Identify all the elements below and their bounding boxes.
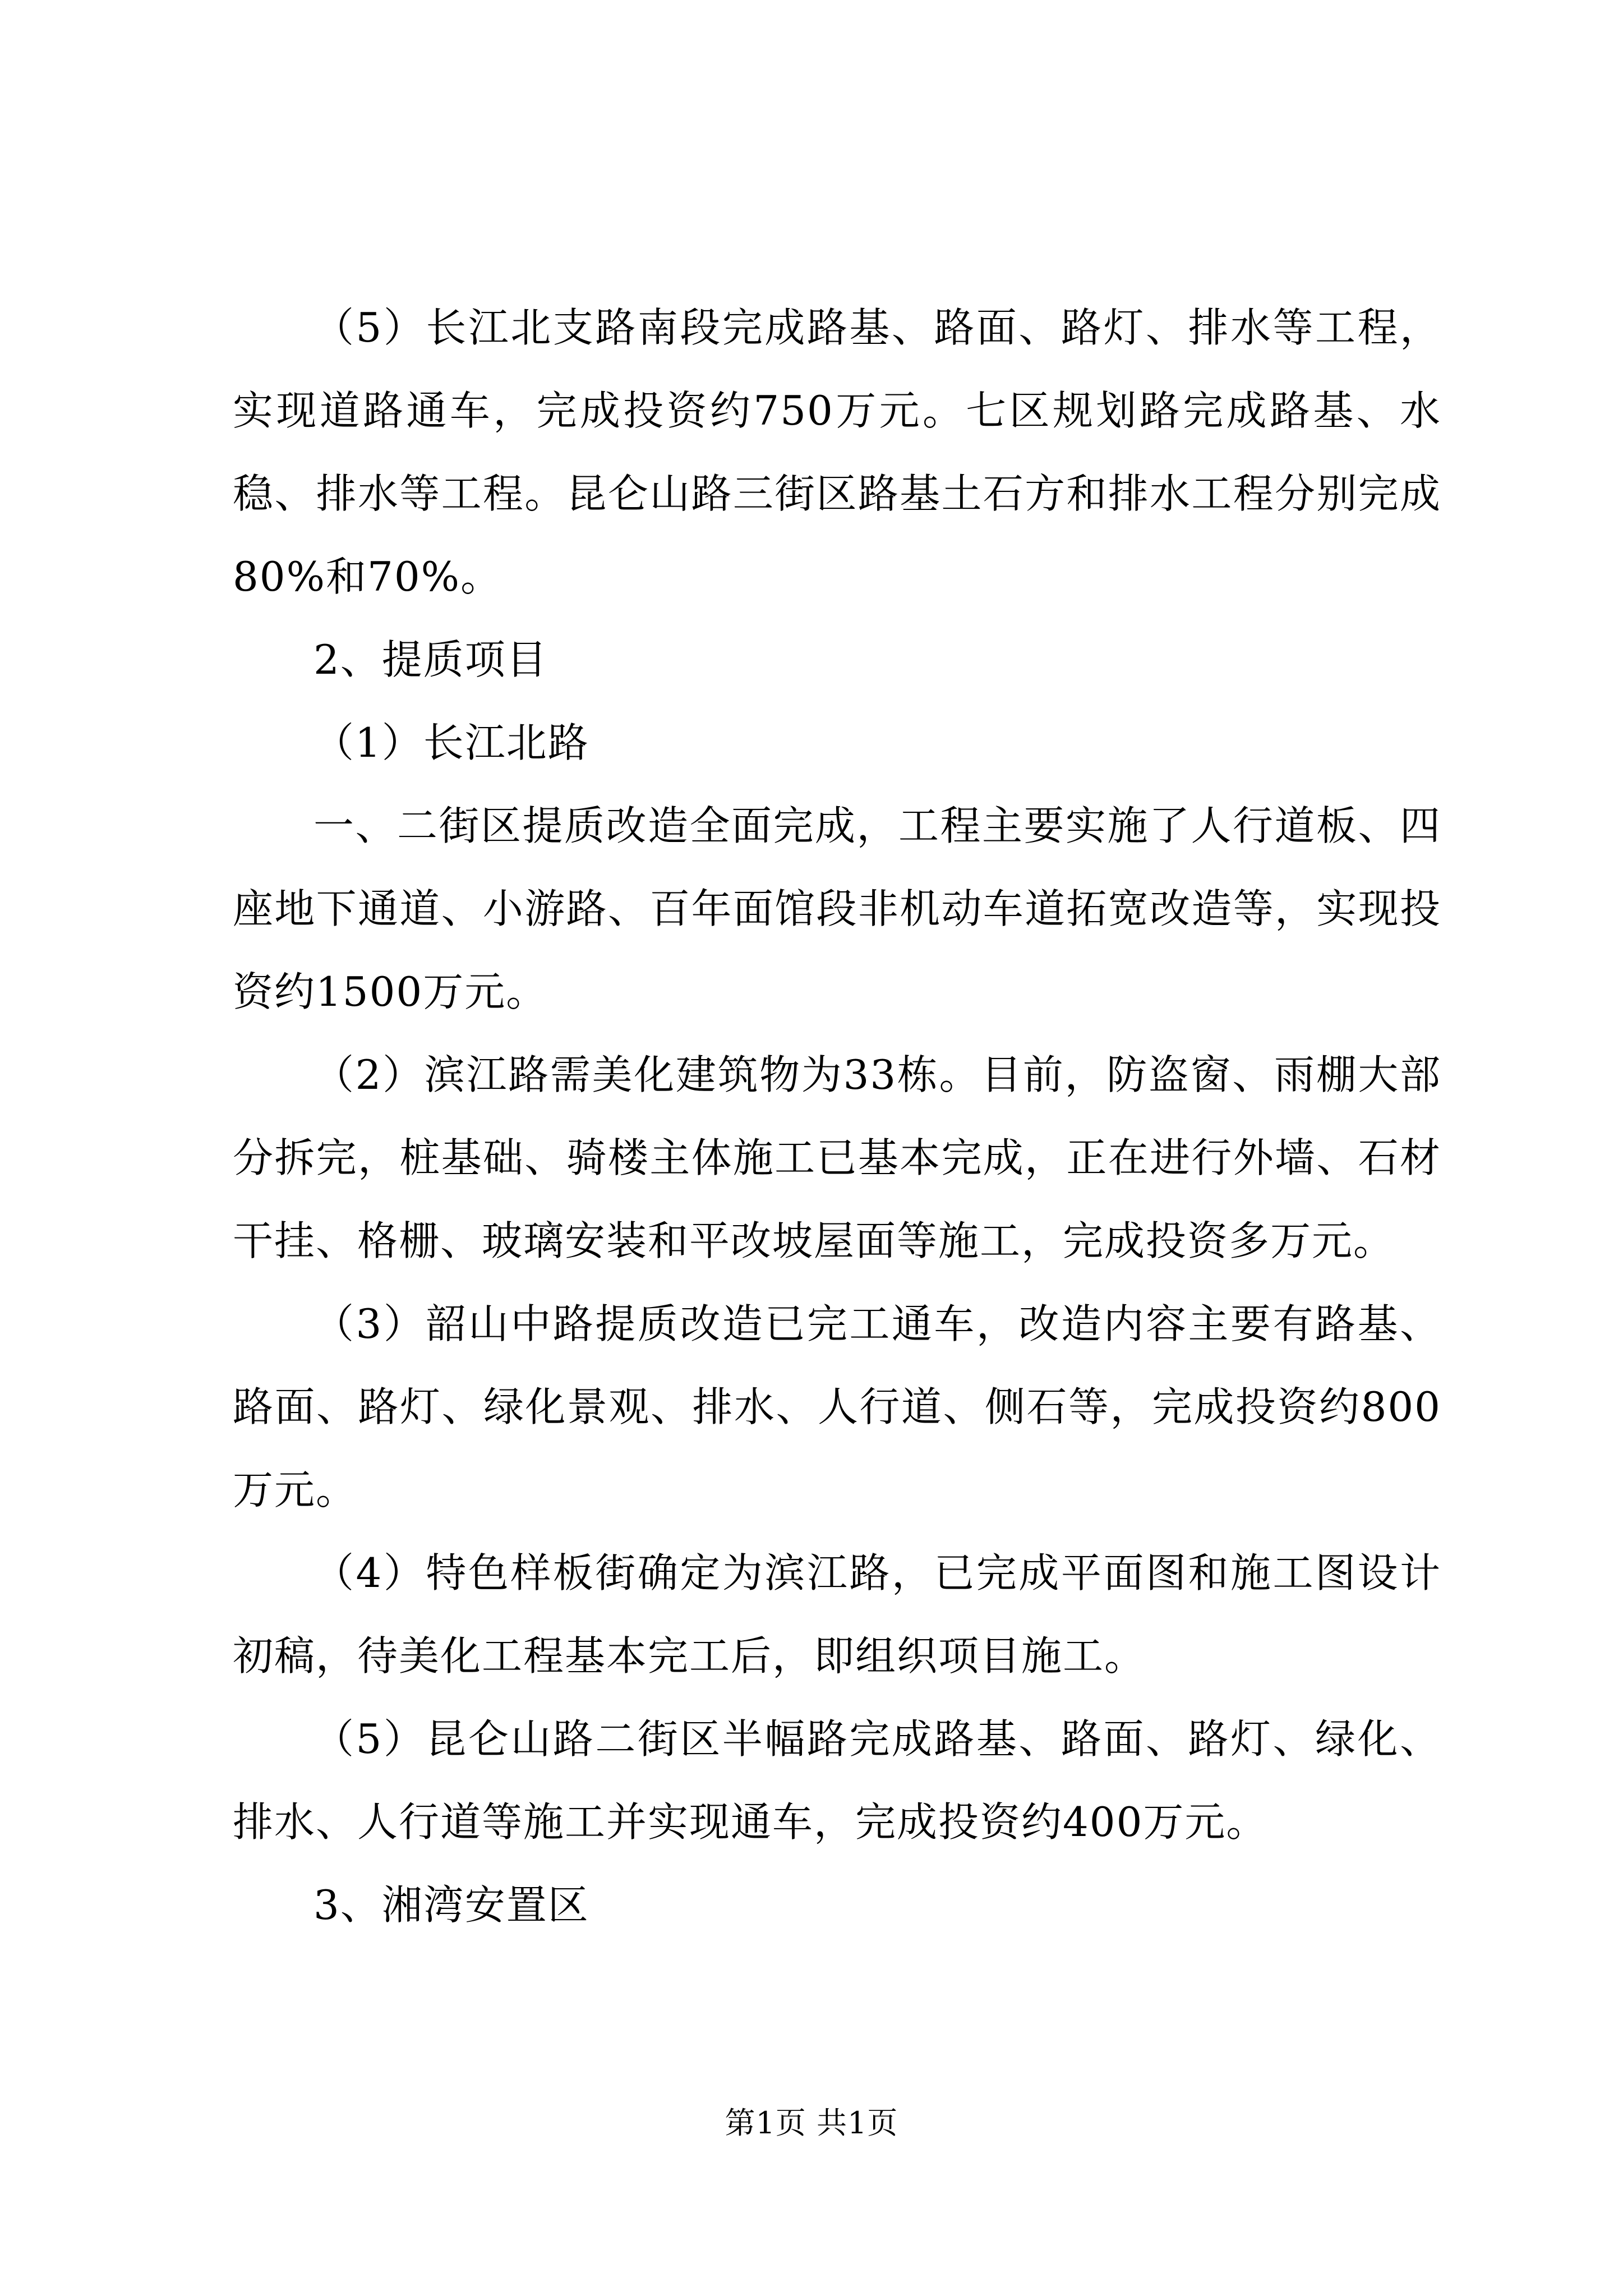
page-footer: 第1页 共1页 [725,2105,898,2141]
document-body [233,286,1441,1947]
paragraph-binjiang-road: （2）滨江路需美化建筑物为33栋。目前，防盗窗、雨棚大部分拆完，桩基础、骑楼主体施工已基本完成，正在进行外墙、石材干挂、格栅、玻璃安装和平改坡屋面等施工，完成投资多万元。 [233,1051,1441,1264]
subheading-changjiang-north-road: （1）长江北路 [313,719,589,766]
paragraph-model-street: （4）特色样板街确定为滨江路，已完成平面图和施工图设计初稿，待美化工程基本完工后，即组织项目施工。 [233,1549,1441,1680]
heading-xiangwan-resettlement: 3、湘湾安置区 [313,1881,589,1929]
paragraph-kunlunshan-road: （5）昆仑山路二街区半幅路完成路基、路面、路灯、绿化、排水、人行道等施工并实现通车，完成投资约400万元。 [233,1715,1441,1846]
paragraph-road-north-branch: （5）长江北支路南段完成路基、路面、路灯、排水等工程，实现道路通车，完成投资约750万元。七区规划路完成路基、水稳、排水等工程。昆仑山路三街区路基土石方和排水工程分别完成80%和70%。 [233,304,1441,600]
paragraph-shaoshan-middle-road: （3）韶山中路提质改造已完工通车，改造内容主要有路基、路面、路灯、绿化景观、排水、人行道、侧石等，完成投资约800万元。 [233,1300,1441,1513]
heading-upgrade-projects: 2、提质项目 [313,636,548,683]
paragraph-blocks-one-two: 一、二街区提质改造全面完成，工程主要实施了人行道板、四座地下通道、小游路、百年面馆段非机动车道拓宽改造等，实现投资约1500万元。 [233,802,1441,1015]
